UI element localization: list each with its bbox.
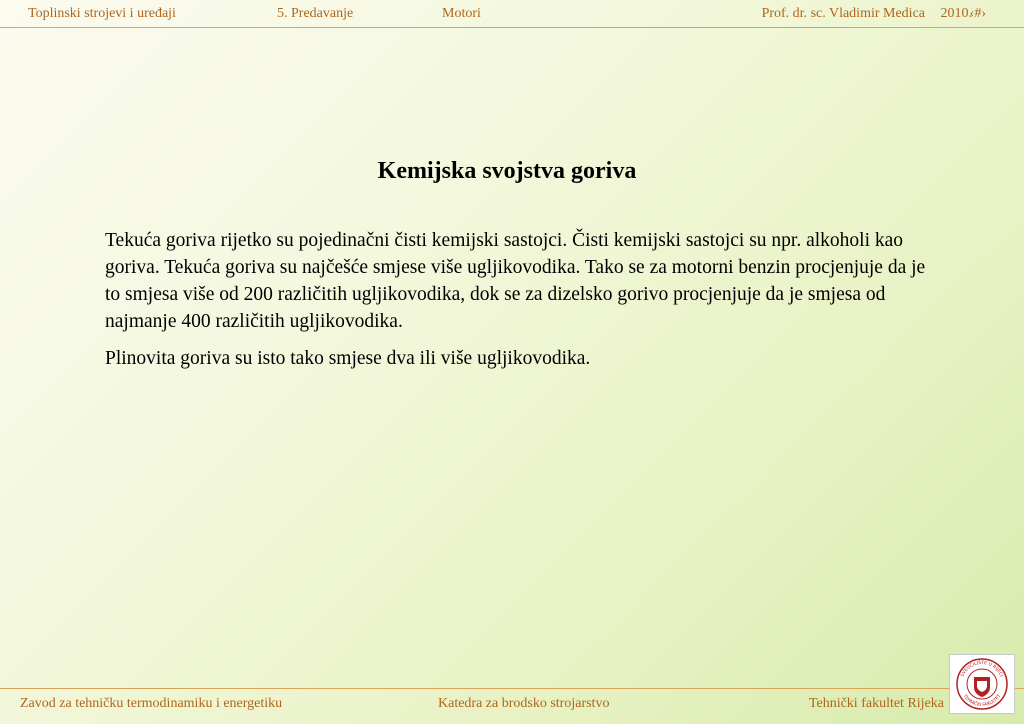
footer-faculty: Tehnički fakultet Rijeka (808, 696, 944, 711)
header-author-year (762, 6, 972, 22)
university-seal-icon (949, 654, 1015, 714)
header-year: 2010. (940, 6, 972, 21)
footer-divider (0, 688, 1024, 689)
svg-text:SVEUČILIŠTE U RIJECI: SVEUČILIŠTE U RIJECI (960, 660, 1004, 678)
paragraph-gaseous-fuels: Plinovita goriva su isto tako smjese dva ili više ugljikovodika. (105, 348, 591, 369)
slide-header (0, 0, 1024, 28)
paragraph-liquid-fuels: Tekuća goriva rijetko su pojedinačni čisti kemijski sastojci. Čisti kemijski sastojci su npr. alkoholi kao goriva. Tekuća goriva su najčešće smjese više ugljikovodika. Tako se za motorni benzin procjenjuje da je to smjesa više od 200 različitih ugljikovodika, dok se za dizelsko gorivo procjenjuje da je smjesa od najmanje 400 različitih ugljikovodika. (105, 230, 926, 332)
header-topic: Motori (442, 6, 481, 21)
header-page-number: ‹#› (969, 6, 986, 21)
header-lecture: 5. Predavanje (277, 6, 354, 21)
footer-chair: Katedra za brodsko strojarstvo (438, 696, 610, 711)
slide-body (105, 227, 935, 382)
footer-department: Zavod za tehničku termodinamiku i energetiku (20, 696, 283, 711)
header-course: Toplinski strojevi i uređaji (28, 6, 176, 21)
svg-text:TEHNIČKI FAKULTET: TEHNIČKI FAKULTET (961, 693, 1003, 709)
slide-title: Kemijska svojstva goriva (377, 158, 637, 184)
header-divider (0, 27, 1024, 28)
header-author: Prof. dr. sc. Vladimir Medica (761, 6, 925, 21)
